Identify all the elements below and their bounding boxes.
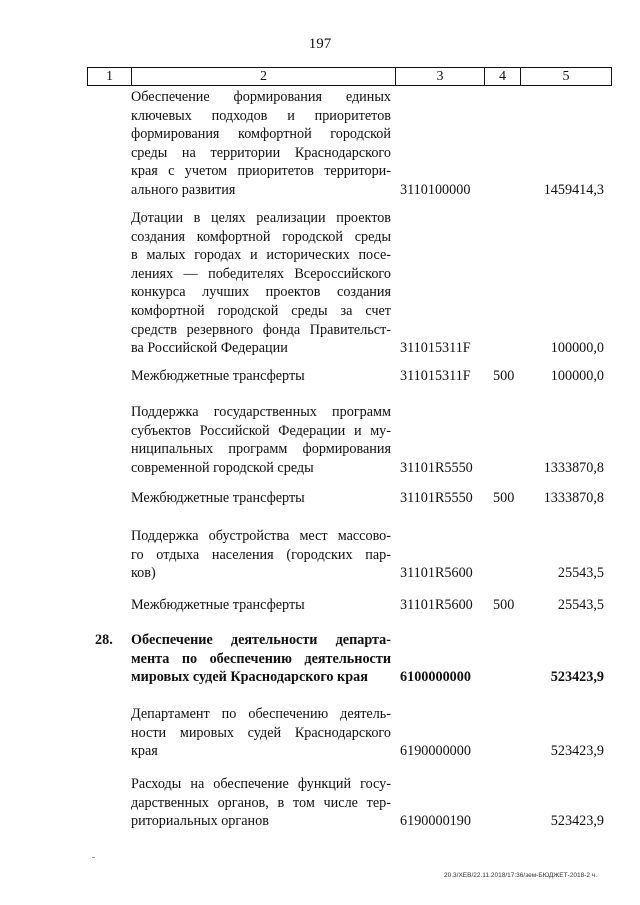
description-line: Обеспечение формирования единых: [131, 89, 391, 105]
amount: 100000,0: [550, 368, 604, 384]
row-description: [131, 527, 391, 583]
description-line: края с учетом приоритетов территори-: [131, 163, 391, 180]
amount: 100000,0: [550, 340, 604, 357]
row-description: [131, 88, 391, 200]
description-line: Обеспечение деятельности департа-: [131, 632, 391, 648]
column-header-2: 2: [132, 68, 396, 86]
description-line: дарственных органов, в том числе тер-: [131, 794, 391, 811]
row-description: [131, 367, 391, 386]
description-line: ключевых подходов и приоритетов: [131, 107, 391, 124]
target-article-code: 31101R5600: [400, 597, 473, 613]
page-number: 197: [308, 36, 332, 52]
row-description: [131, 489, 391, 508]
description-line: субъектов Российской Федерации и му-: [131, 422, 391, 439]
description-line: Расходы на обеспечение функций госу-: [131, 776, 391, 792]
row-number: 28.: [95, 632, 113, 648]
row-description: [131, 705, 391, 761]
amount: 25543,5: [557, 565, 604, 582]
description-line: среды на территории Краснодарского: [131, 144, 391, 161]
description-line: создания комфортной городской среды: [131, 228, 391, 245]
amount: 523423,9: [550, 669, 604, 686]
expense-type-code: 500: [493, 368, 515, 384]
description-line: конкурса лучших проектов создания: [131, 284, 391, 301]
row-description: [131, 631, 391, 687]
row-description: [131, 403, 391, 477]
target-article-code: 6190000190: [400, 813, 471, 830]
description-line: мировых судей Краснодарского края: [131, 669, 368, 686]
description-line: Поддержка государственных программ: [131, 404, 391, 420]
description-line: современной городской среды: [131, 459, 314, 476]
column-header-3: 3: [396, 68, 485, 86]
description-line: края: [131, 743, 158, 760]
description-line: Межбюджетные трансферты: [131, 490, 305, 506]
target-article-code: 31101R5600: [400, 565, 473, 582]
description-line: Поддержка обустройства мест массово-: [131, 528, 391, 544]
description-line: Дотации в целях реализации проектов: [131, 210, 391, 226]
target-article-code: 31101R5550: [400, 459, 473, 476]
target-article-code: 3110100000: [400, 182, 471, 198]
description-line: ности мировых судей Краснодарского: [131, 724, 391, 741]
amount: 1333870,8: [543, 490, 604, 506]
description-line: ва Российской Федерации: [131, 340, 288, 357]
row-description: [131, 775, 391, 831]
description-line: ков): [131, 565, 156, 582]
description-line: ниципальных программ формирования: [131, 441, 391, 458]
description-line: Департамент по обеспечению деятель-: [131, 706, 391, 722]
amount: 1333870,8: [543, 459, 604, 476]
amount: 523423,9: [550, 743, 604, 760]
amount: 1459414,3: [543, 182, 604, 198]
description-line: комфортной городской среды за счет: [131, 302, 391, 319]
amount: 523423,9: [550, 813, 604, 830]
expense-type-code: 500: [493, 490, 515, 506]
expense-type-code: 500: [493, 597, 515, 613]
description-line: в малых городах и исторических посе-: [131, 247, 391, 264]
column-header-1: 1: [88, 68, 132, 86]
description-line: формирования комфортной городской: [131, 126, 391, 143]
margin-mark: [92, 857, 95, 858]
column-header-5: 5: [521, 68, 612, 86]
column-header-4: 4: [485, 68, 521, 86]
description-line: мента по обеспечению деятельности: [131, 650, 391, 667]
description-line: лениях — победителях Всероссийского: [131, 265, 391, 282]
description-line: ального развития: [131, 181, 236, 198]
target-article-code: 31101R5550: [400, 490, 473, 506]
target-article-code: 6100000000: [400, 669, 471, 686]
target-article-code: 6190000000: [400, 743, 471, 760]
target-article-code: 311015311F: [400, 340, 471, 357]
row-description: [131, 596, 391, 615]
description-line: Межбюджетные трансферты: [131, 368, 305, 384]
footer-stamp: 20.3/ХЕВ/22.11.2018/17:36/зем-БЮДЖЕТ-2018-2 ч.: [444, 872, 598, 879]
amount: 25543,5: [557, 597, 604, 613]
column-header-table: [87, 67, 612, 86]
target-article-code: 311015311F: [400, 368, 471, 384]
description-line: Межбюджетные трансферты: [131, 597, 305, 613]
description-line: риториальных органов: [131, 813, 269, 830]
description-line: го отдыха населения (городских пар-: [131, 546, 391, 563]
row-description: [131, 209, 391, 358]
description-line: средств резервного фонда Правительст-: [131, 321, 391, 338]
